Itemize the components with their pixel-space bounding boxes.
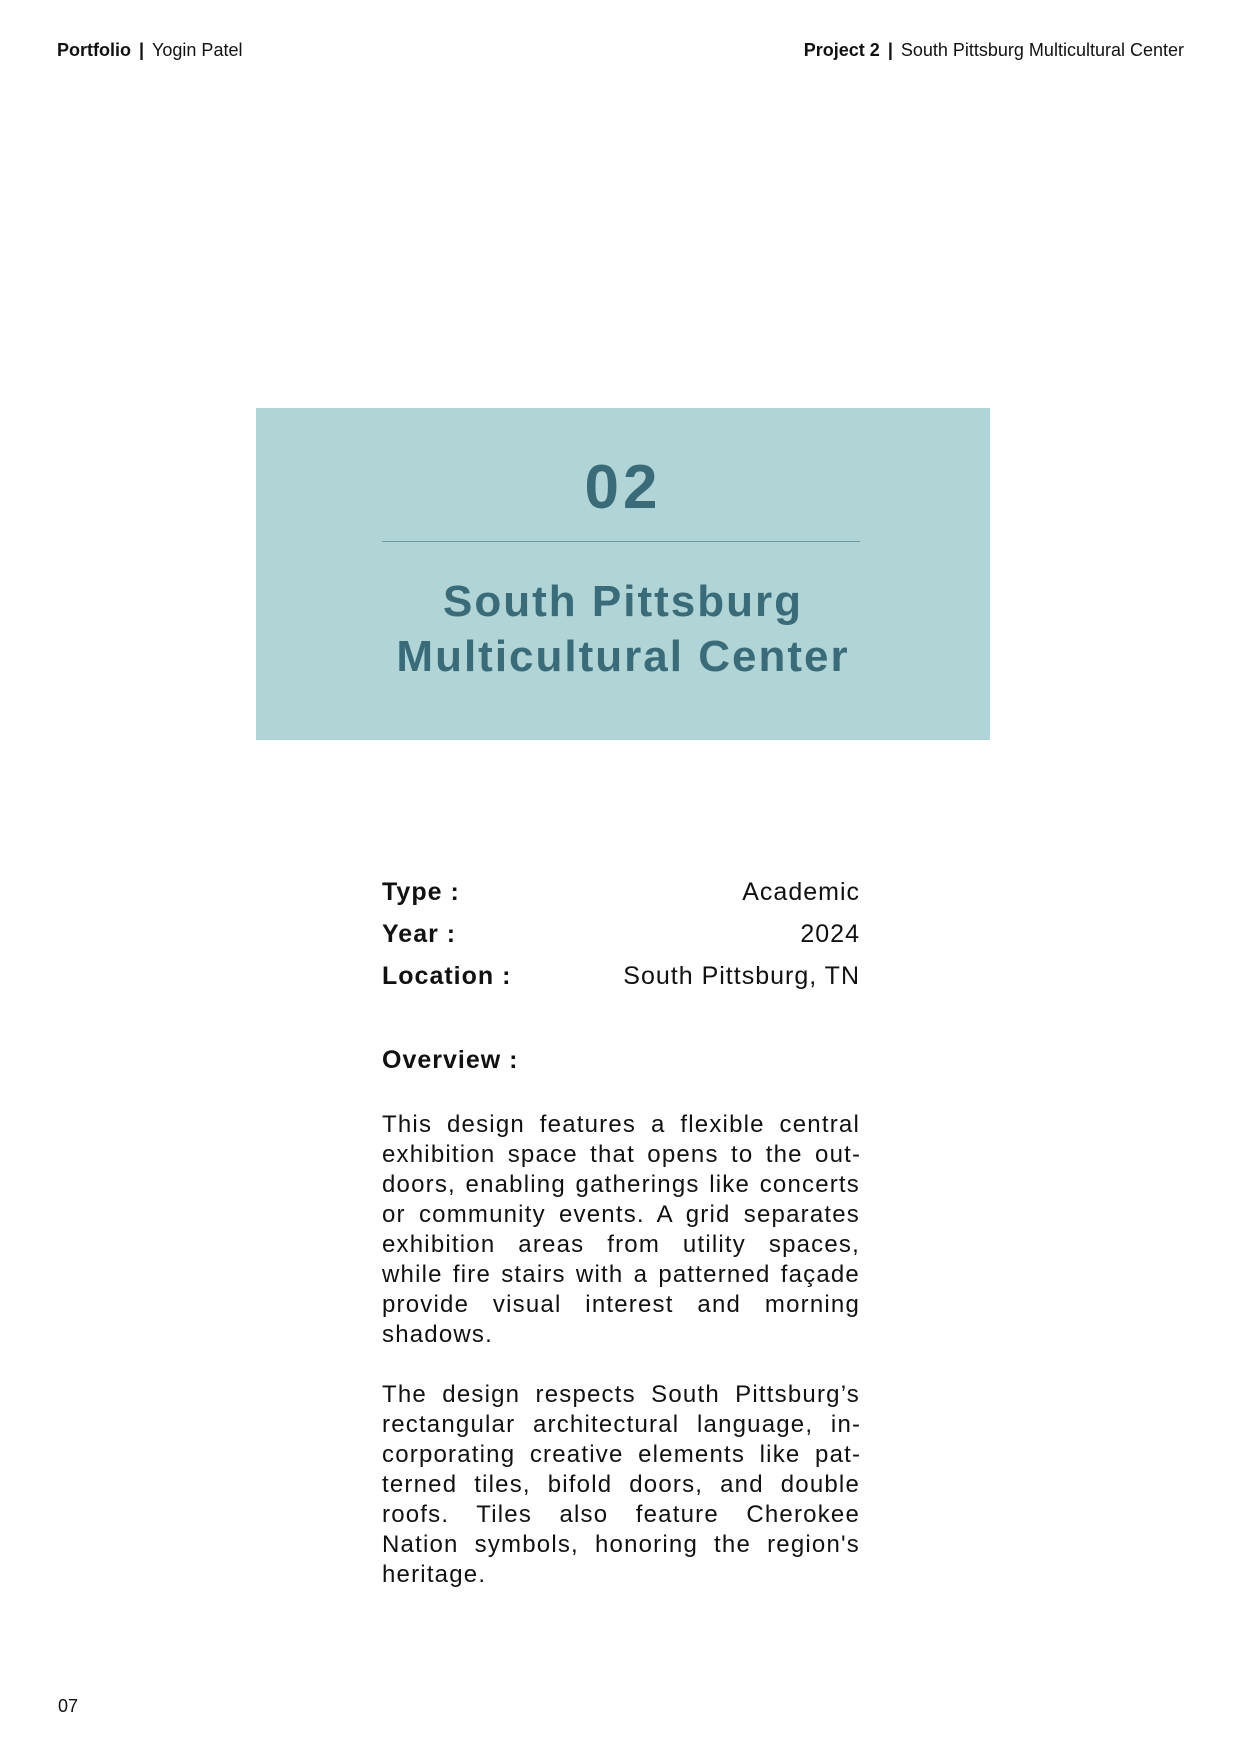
project-details <box>382 878 860 1004</box>
project-title <box>256 574 990 684</box>
project-title-line-1: South Pittsburg <box>443 577 803 626</box>
detail-value: South Pittsburg, TN <box>623 962 860 990</box>
detail-label: Location : <box>382 962 512 990</box>
detail-row-location <box>382 962 860 1004</box>
title-block <box>256 408 990 740</box>
detail-label: Year : <box>382 920 457 948</box>
project-number: 02 <box>584 453 662 522</box>
project-title-line-2: Multicultural Center <box>396 632 850 681</box>
overview-paragraph-1: This design features a flexible central exhibition space that opens to the outdoors, enabling gatherings like concerts or community events. A grid separates exhibition areas from utility spaces, while fire stairs with a patterned façade provide visual interest and morning shadows. <box>382 1111 860 1348</box>
title-divider <box>382 541 860 542</box>
overview-paragraph-2: The design respects South Pittsburg’s rectangular architectural language, incorporating creative elements like patterned tiles, bifold doors, and double roofs. Tiles also feature Cherokee Nation symbols, honoring the region's heritage. <box>382 1381 860 1588</box>
author-name: Yogin Patel <box>152 40 243 60</box>
header-separator: | <box>887 40 893 60</box>
header-separator: | <box>139 40 145 60</box>
detail-value: Academic <box>742 878 860 906</box>
page-number: 07 <box>58 1696 79 1716</box>
project-name: South Pittsburg Multicultural Center <box>900 40 1184 60</box>
header-left <box>57 38 242 62</box>
detail-label: Type : <box>382 878 460 906</box>
detail-row-year <box>382 920 860 962</box>
portfolio-label: Portfolio <box>57 40 131 60</box>
header-right <box>804 38 1184 62</box>
detail-value: 2024 <box>800 920 860 948</box>
project-label: Project 2 <box>803 40 880 60</box>
detail-row-type <box>382 878 860 920</box>
overview-heading: Overview : <box>382 1046 519 1074</box>
